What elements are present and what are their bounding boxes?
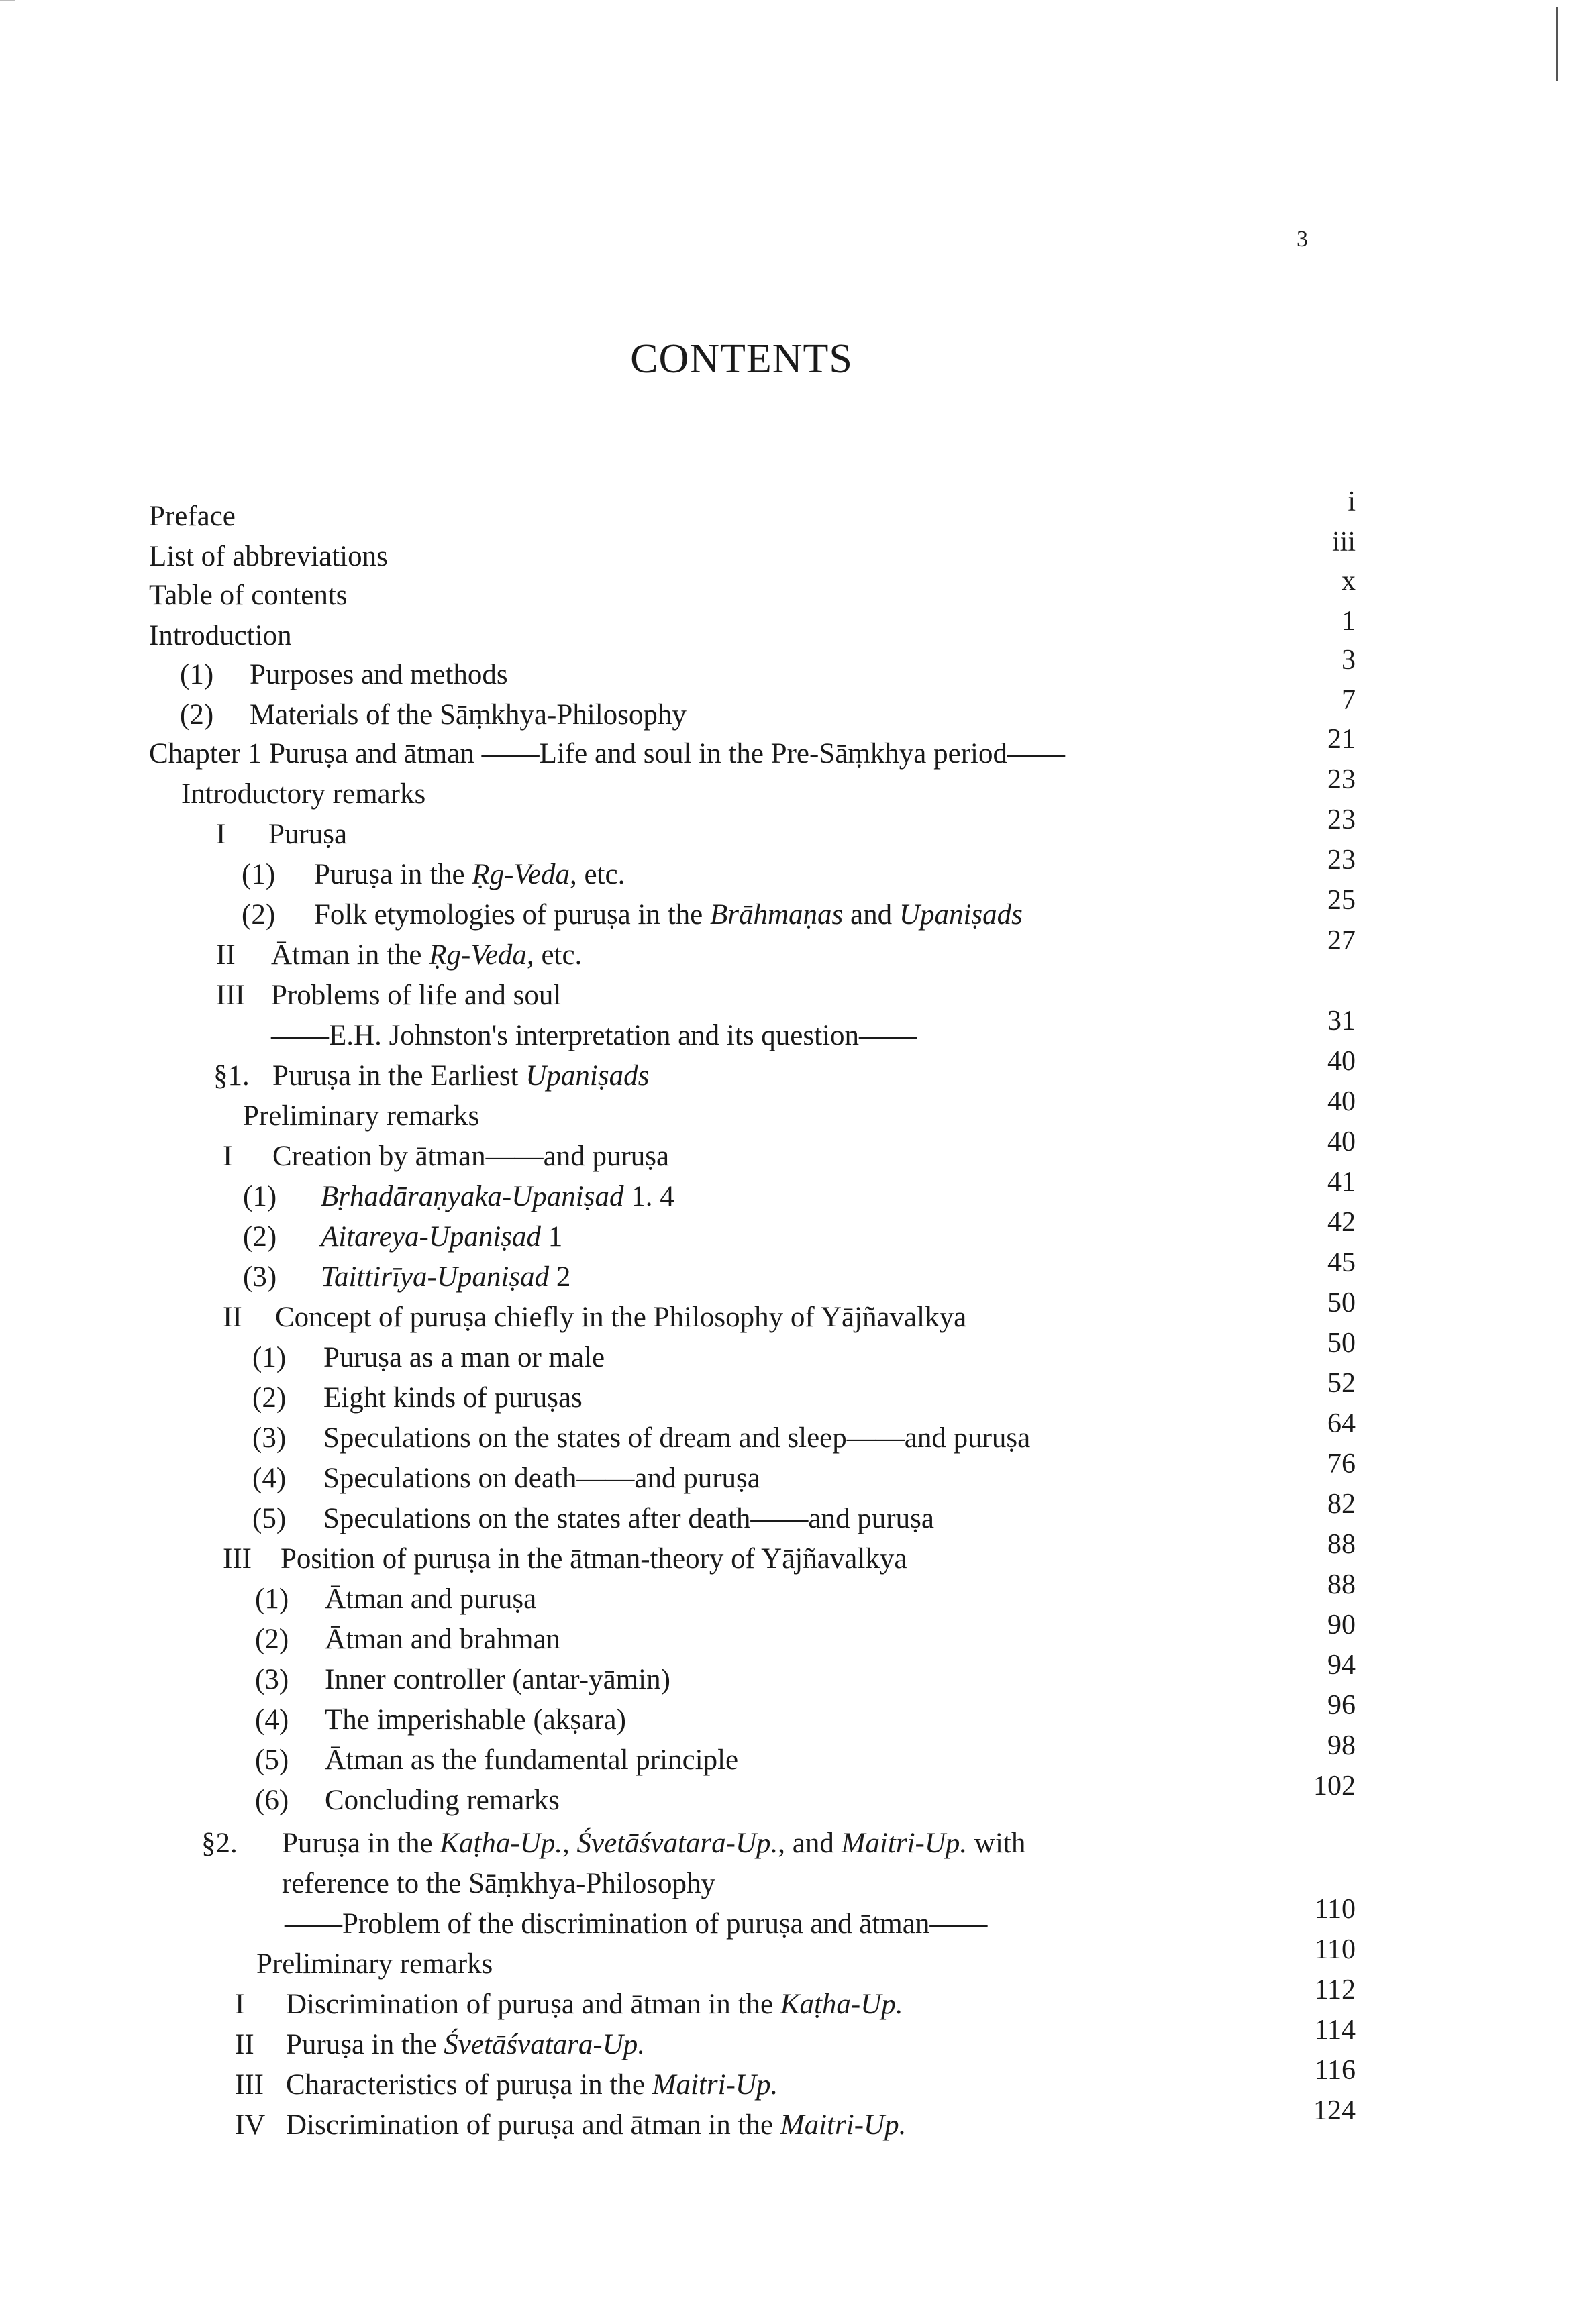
toc-entry-label: Speculations on the states of dream and sleep——and puruṣa	[323, 1422, 1031, 1454]
toc-entry-marker: (1)	[242, 859, 276, 890]
toc-entry-marker: (2)	[242, 899, 276, 931]
toc-entry	[0, 2095, 1569, 2146]
toc-entry-page-number: 52	[1327, 1368, 1356, 1399]
toc-entry-marker: (6)	[255, 1785, 289, 1816]
toc-entry-label: Puruṣa in the Earliest Upaniṣads	[272, 1060, 650, 1092]
toc-entry-label: Ātman in the Ṛg-Veda, etc.	[271, 939, 583, 971]
toc-entry-page-number: 116	[1314, 2055, 1356, 2086]
toc-entry-label: Inner controller (antar-yāmin)	[325, 1664, 670, 1695]
toc-entry-label: Eight kinds of puruṣas	[323, 1382, 583, 1414]
toc-entry-label: Materials of the Sāṃkhya-Philosophy	[250, 699, 687, 731]
toc-entry-page-number: 25	[1327, 885, 1356, 916]
toc-entry-page-number: 88	[1327, 1529, 1356, 1560]
toc-entry-page-number: 82	[1327, 1489, 1356, 1520]
toc-entry-marker: I	[223, 1141, 233, 1172]
toc-entry-page-number: 98	[1327, 1730, 1356, 1761]
toc-entry-marker: (2)	[180, 699, 214, 731]
toc-entry-marker: II	[223, 1302, 242, 1333]
toc-entry-label: Preliminary remarks	[256, 1948, 493, 1980]
toc-entry-page-number: i	[1348, 486, 1356, 517]
toc-entry-page-number: 110	[1314, 1934, 1356, 1965]
toc-entry-label: Aitareya-Upaniṣad 1	[321, 1221, 563, 1253]
toc-entry-page-number: 114	[1314, 2015, 1356, 2046]
toc-entry-label: ——E.H. Johnston's interpretation and its question——	[271, 1020, 917, 1051]
toc-entry-marker: (5)	[252, 1503, 287, 1534]
toc-entry-marker: (1)	[180, 659, 214, 690]
toc-entry-page-number: 1	[1342, 606, 1356, 637]
toc-entry-page-number: 41	[1327, 1167, 1356, 1198]
toc-entry	[0, 1824, 1569, 1864]
toc-entry	[0, 527, 1569, 577]
toc-entry-page-number: 42	[1327, 1207, 1356, 1238]
toc-entry-page-number: 50	[1327, 1328, 1356, 1359]
toc-entry-marker: I	[216, 818, 226, 850]
toc-entry-page-number: 23	[1327, 804, 1356, 835]
toc-entry-label: Problems of life and soul	[271, 980, 562, 1011]
toc-entry-marker: §1.	[213, 1060, 250, 1092]
toc-entry-page-number: 21	[1327, 724, 1356, 755]
toc-entry-label: Table of contents	[149, 580, 348, 611]
toc-entry-label: Puruṣa in the Ṛg-Veda, etc.	[314, 859, 625, 890]
toc-entry-label: Bṛhadāraṇyaka-Upaniṣad 1. 4	[321, 1181, 674, 1212]
toc-entry-label: Concluding remarks	[325, 1785, 560, 1816]
toc-entry-label: Discrimination of puruṣa and ātman in the Maitri-Up.	[286, 2109, 907, 2141]
toc-entry-marker: II	[235, 2029, 254, 2060]
toc-entry-page-number: 23	[1327, 764, 1356, 795]
toc-entry-label: reference to the Sāṃkhya-Philosophy	[282, 1868, 716, 1899]
toc-entry-page-number: 76	[1327, 1448, 1356, 1479]
toc-entry-marker: IV	[235, 2109, 266, 2141]
page-number: 3	[1297, 227, 1308, 252]
toc-entry-page-number: 40	[1327, 1086, 1356, 1117]
toc-entry-page-number: 112	[1314, 1974, 1356, 2005]
page-title: CONTENTS	[630, 336, 853, 382]
toc-entry-label: Creation by ātman——and puruṣa	[272, 1141, 670, 1172]
toc-entry-marker: III	[235, 2069, 264, 2101]
toc-entry-label: Discrimination of puruṣa and ātman in the Kaṭha-Up.	[286, 1989, 903, 2020]
toc-entry-page-number: 40	[1327, 1126, 1356, 1157]
toc-entry-label: List of abbreviations	[149, 541, 388, 572]
toc-entry-page-number: 88	[1327, 1569, 1356, 1600]
toc-entry-label: Ātman and brahman	[325, 1624, 561, 1655]
toc-entry-label: Preface	[149, 500, 236, 532]
toc-entry-label: Chapter 1 Puruṣa and ātman ——Life and soul in the Pre-Sāṃkhya period——	[149, 738, 1065, 770]
toc-entry-label: Characteristics of puruṣa in the Maitri-Up.	[286, 2069, 778, 2101]
toc-entry-marker: (2)	[255, 1624, 289, 1655]
toc-entry-page-number: x	[1342, 566, 1356, 596]
toc-entry-label: Purposes and methods	[250, 659, 508, 690]
toc-entry-marker: III	[216, 980, 245, 1011]
toc-entry-label: Puruṣa in the Śvetāśvatara-Up.	[286, 2029, 646, 2060]
toc-entry-marker: (5)	[255, 1744, 289, 1776]
toc-entry-marker: II	[216, 939, 236, 971]
toc-entry-marker: I	[235, 1989, 245, 2020]
toc-entry-marker: (3)	[252, 1422, 287, 1454]
toc-entry-marker: (4)	[255, 1704, 289, 1736]
toc-entry-label: Ātman and puruṣa	[325, 1583, 537, 1615]
toc-entry-page-number: 94	[1327, 1650, 1356, 1681]
toc-entry-page-number: 102	[1313, 1771, 1356, 1801]
toc-entry-page-number: 31	[1327, 1006, 1356, 1037]
toc-entry-page-number: 90	[1327, 1609, 1356, 1640]
toc-entry-label: The imperishable (akṣara)	[325, 1704, 626, 1736]
toc-entry-marker: (4)	[252, 1463, 287, 1494]
toc-entry-page-number: 3	[1342, 645, 1356, 676]
toc-entry-page-number: 45	[1327, 1247, 1356, 1278]
toc-entry-page-number: 96	[1327, 1690, 1356, 1721]
toc-entry-page-number: 110	[1314, 1894, 1356, 1925]
toc-entry-label: Speculations on death——and puruṣa	[323, 1463, 760, 1494]
toc-entry-label: Puruṣa	[268, 818, 348, 850]
toc-entry-label: Folk etymologies of puruṣa in the Brāhmaṇas and Upaniṣads	[314, 899, 1023, 931]
toc-entry-marker: (2)	[252, 1382, 287, 1414]
toc-entry-page-number: 40	[1327, 1046, 1356, 1077]
toc-entry-label: Puruṣa as a man or male	[323, 1342, 605, 1373]
toc-entry-marker: (3)	[243, 1261, 277, 1293]
toc-entry-label: Introduction	[149, 620, 292, 651]
toc-entry-page-number: 27	[1327, 925, 1356, 956]
toc-entry-page-number: 23	[1327, 845, 1356, 876]
toc-entry-page-number: 7	[1342, 685, 1356, 716]
toc-entry	[0, 566, 1569, 616]
toc-entry-marker: (3)	[255, 1664, 289, 1695]
toc-entry-marker: (1)	[243, 1181, 277, 1212]
toc-entry-marker: (1)	[255, 1583, 289, 1615]
toc-entry-page-number: 64	[1327, 1408, 1356, 1439]
toc-entry-label: ——Problem of the discrimination of puruṣa and ātman——	[285, 1908, 988, 1940]
toc-entry-page-number: iii	[1331, 527, 1356, 558]
toc-entry-label: Puruṣa in the Kaṭha-Up., Śvetāśvatara-Up., and Maitri-Up. with	[282, 1828, 1026, 1859]
toc-entry-marker: III	[223, 1543, 252, 1575]
toc-entry-label: Taittirīya-Upaniṣad 2	[321, 1261, 571, 1293]
toc-entry	[0, 606, 1569, 656]
toc-entry-label: Speculations on the states after death——and puruṣa	[323, 1503, 934, 1534]
toc-entry-label: Concept of puruṣa chiefly in the Philosophy of Yājñavalkya	[275, 1302, 967, 1333]
toc-entry-page-number: 124	[1313, 2095, 1356, 2126]
toc-entry-label: Position of puruṣa in the ātman-theory of Yājñavalkya	[281, 1543, 907, 1575]
toc-entry-marker: §2.	[201, 1828, 238, 1859]
toc-entry	[0, 645, 1569, 695]
toc-entry-marker: (2)	[243, 1221, 277, 1253]
toc-entry-marker: (1)	[252, 1342, 287, 1373]
toc-entry-page-number: 50	[1327, 1287, 1356, 1318]
toc-entry	[0, 1771, 1569, 1821]
toc-entry-label: Preliminary remarks	[243, 1100, 480, 1132]
toc-entry-label: Introductory remarks	[181, 778, 426, 810]
toc-entry	[0, 925, 1569, 975]
toc-entry-label: Ātman as the fundamental principle	[325, 1744, 739, 1776]
